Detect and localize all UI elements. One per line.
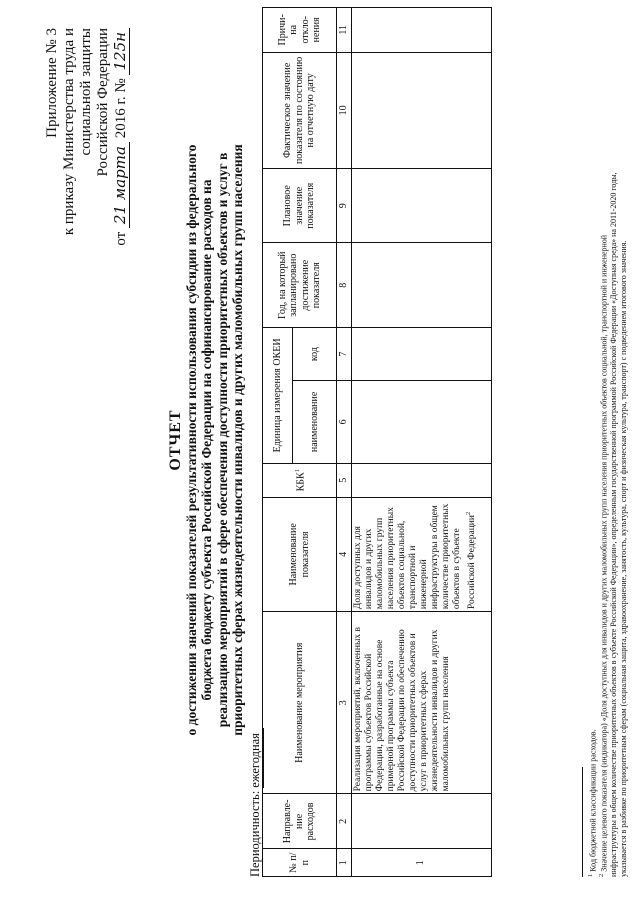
- title-line-4: приоритетных сферах жизнедеятельности инвалидов и других маломобильных групп населения: [230, 144, 245, 736]
- row-planned: [351, 169, 491, 243]
- col-number: 10: [337, 52, 352, 169]
- row-direction: [351, 794, 491, 849]
- year: 2016 г.: [113, 96, 129, 139]
- handwritten-number: 125н: [112, 28, 130, 75]
- row-num: 1: [351, 849, 491, 877]
- title-line-1: о достижении значений показателей результативности использования субсидии из федерального: [183, 144, 199, 736]
- appendix-line-1: Приложение № 3: [44, 28, 60, 138]
- row-indicator: Доля доступных для инвалидов и других маломобильных групп населения приоритетных объектов социальной, транспортной и инженерной инфраструктуры в общем количестве приоритетных объектов в субъекте Российской Федерации$^2$: [351, 497, 491, 611]
- header-actual: Фактическое значение показателя по состоянию на отчетную дату: [263, 52, 337, 169]
- col-number: 6: [337, 381, 352, 464]
- header-num: № п/п: [263, 849, 337, 877]
- handwritten-date: 21 марта: [112, 142, 130, 228]
- footnote-2: $^2$ Значение целевого показателя (индикатора) «Доля доступных для инвалидов и других маломобильных групп населения приоритетных объектов социальной, транспортной и инженерной инфраструктуры в общем количестве приоритетных объектов в субъекте Российской Федерации», определенным государственной программой Российской Федерации «Доступная среда» на 2011-2020 годы, указывается в разбивке по приоритетным сферам (социальная защита, здравоохранение, занятость, культура, спорт и физическая культура, транспорт) с подведением итогового значения.: [598, 172, 628, 877]
- column-number-row: [337, 8, 352, 877]
- header-okei-name: наименование: [293, 381, 337, 464]
- appendix-block: [44, 28, 130, 308]
- title-heading: ОТЧЕТ: [167, 409, 184, 471]
- header-planned: Плановое значение показателя: [263, 169, 337, 243]
- col-number: 4: [337, 497, 352, 611]
- col-number: 8: [337, 243, 352, 328]
- date-prefix: от: [113, 231, 129, 246]
- row-actual: [351, 52, 491, 169]
- row-okei-name: [351, 381, 491, 464]
- row-event: Реализация мероприятий, включенных в программы субъектов Российской Федерации, разработанные на основе примерной программы субъекта Российской Федерации по обеспечению доступности приоритетных объектов и услуг в приоритетных сферах жизнедеятельности инвалидов и других маломобильных групп населения: [351, 612, 491, 794]
- footnote-1: $^1$ Код бюджетной классификации расходов.: [587, 729, 598, 877]
- row-kbk: [351, 463, 491, 497]
- header-reason: Причи-на откло-нения: [263, 8, 337, 53]
- col-number: 7: [337, 328, 352, 381]
- appendix-line-4: Российской Федерации: [95, 28, 111, 177]
- col-number: 11: [337, 8, 352, 53]
- col-number: 1: [337, 849, 352, 877]
- appendix-line-2: к приказу Министерства труда и: [61, 28, 77, 236]
- footnote-divider: [582, 767, 583, 877]
- header-event: Наименование мероприятия: [263, 612, 337, 794]
- header-indicator: Наименование показателя: [263, 497, 337, 611]
- periodicity-value: ежегодная: [248, 728, 264, 788]
- col-number: 5: [337, 463, 352, 497]
- col-number: 3: [337, 612, 352, 794]
- header-okei-code: код: [293, 328, 337, 381]
- appendix-line-3: социальной защиты: [78, 28, 94, 156]
- number-prefix: №: [113, 78, 129, 93]
- header-kbk: КБК$^1$: [263, 463, 337, 497]
- header-year: Год, на который запланировано достижение показателя: [263, 243, 337, 328]
- col-number: 2: [337, 794, 352, 849]
- row-okei-code: [351, 328, 491, 381]
- row-reason: [351, 8, 491, 53]
- title-line-3: реализацию мероприятий в сфере обеспечения доступности приоритетных объектов и услуг в: [214, 152, 230, 728]
- periodicity-label: Периодичность:: [248, 790, 262, 877]
- appendix-date-line: [112, 28, 130, 308]
- col-number: 9: [337, 169, 352, 243]
- report-title: [168, 95, 246, 785]
- header-direction: Направле-ние расходов: [263, 794, 337, 849]
- report-table: [262, 7, 492, 877]
- title-line-2: бюджета бюджету субъекта Российской Федерации на софинансирование расходов на: [199, 179, 214, 701]
- header-okei: Единица измерения ОКЕИ: [263, 328, 293, 464]
- table-row: [351, 8, 491, 877]
- row-year: [351, 243, 491, 328]
